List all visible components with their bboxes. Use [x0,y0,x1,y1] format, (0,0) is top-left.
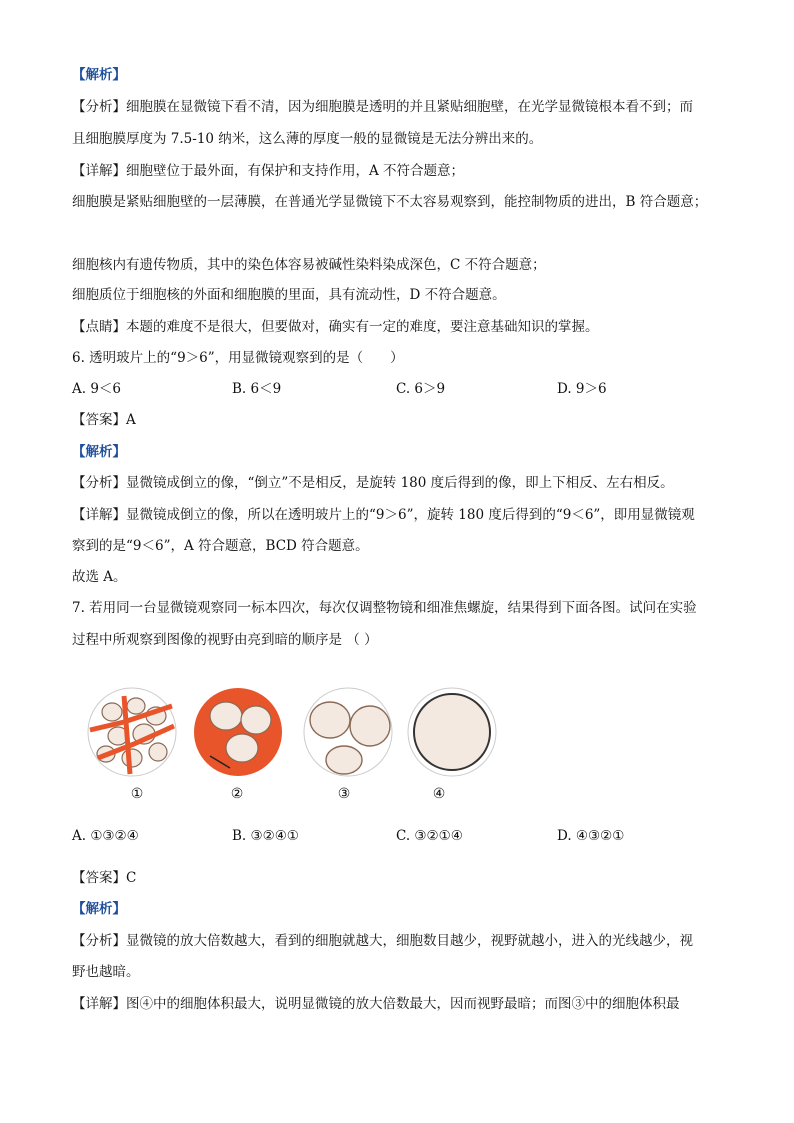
figure-label-1: ① [130,786,144,802]
figure-label-2: ② [230,786,244,802]
analysis-7-line-2: 野也越暗。 [72,964,140,980]
detail-6-line-2: 察到的是“9＜6”，A 符合题意，BCD 符合题意。 [72,538,369,554]
q6-option-a: A. 9＜6 [72,381,122,397]
q6-option-c: C. 6＞9 [396,381,446,397]
microscope-view-3 [300,686,396,778]
microscope-view-2 [190,686,286,778]
question-7-line-1: 7. 若用同一台显微镜观察同一标本四次，每次仅调整物镜和细准焦螺旋，结果得到下面各图。试问在实验 [72,600,697,616]
answer-6: 【答案】A [72,412,136,428]
question-7-line-2: 过程中所观察到图像的视野由亮到暗的顺序是 （ ） [72,632,378,648]
q6-option-d: D. 9＞6 [557,381,607,397]
microscope-view-4 [404,686,500,778]
q6-option-b: B. 6＜9 [232,381,282,397]
microscope-view-1 [84,686,180,778]
answer-7: 【答案】C [72,870,137,886]
detail-line-2: 细胞膜是紧贴细胞壁的一层薄膜，在普通光学显微镜下不太容易观察到，能控制物质的进出，B 符合题意； [72,194,708,210]
analysis-7-line-1: 【分析】显微镜的放大倍数越大，看到的细胞就越大，细胞数目越少，视野就越小，进入的光线越少，视 [72,933,693,949]
question-6: 6. 透明玻片上的“9＞6”，用显微镜观察到的是（ ） [72,350,404,366]
detail-7-line-1: 【详解】图④中的细胞体积最大，说明显微镜的放大倍数最大，因而视野最暗；而图③中的细胞体积最 [72,996,680,1012]
detail-6-line-1: 【详解】显微镜成倒立的像，所以在透明玻片上的“9＞6”，旋转 180 度后得到的“9＜6”，即用显微镜观 [72,507,695,523]
analysis-line-2: 且细胞膜厚度为 7.5-10 纳米，这么薄的厚度一般的显微镜是无法分辨出来的。 [72,131,543,147]
q7-option-d: D. ④③②① [557,828,625,844]
analysis-line-1: 【分析】细胞膜在显微镜下看不清，因为细胞膜是透明的并且紧贴细胞壁，在光学显微镜根本看不到；而 [72,99,693,115]
conclusion-6: 故选 A。 [72,569,127,585]
q7-option-a: A. ①③②④ [72,828,139,844]
detail-line-1: 【详解】细胞壁位于最外面，有保护和支持作用，A 不符合题意； [72,163,465,179]
section-label-jiexi-6: 【解析】 [72,444,126,460]
figure-label-3: ③ [337,786,351,802]
q7-option-c: C. ③②①④ [396,828,463,844]
comment-line: 【点睛】本题的难度不是很大，但要做对，确实有一定的难度，要注意基础知识的掌握。 [72,319,599,335]
q7-option-b: B. ③②④① [232,828,299,844]
analysis-6: 【分析】显微镜成倒立的像，“倒立”不是相反，是旋转 180 度后得到的像，即上下相反、左右相反。 [72,475,674,491]
figure-label-4: ④ [432,786,446,802]
detail-line-4: 细胞质位于细胞核的外面和细胞膜的里面，具有流动性，D 不符合题意。 [72,287,506,303]
section-label-jiexi: 【解析】 [72,67,126,83]
section-label-jiexi-7: 【解析】 [72,901,126,917]
detail-line-3: 细胞核内有遗传物质，其中的染色体容易被碱性染料染成深色，C 不符合题意； [72,257,546,273]
